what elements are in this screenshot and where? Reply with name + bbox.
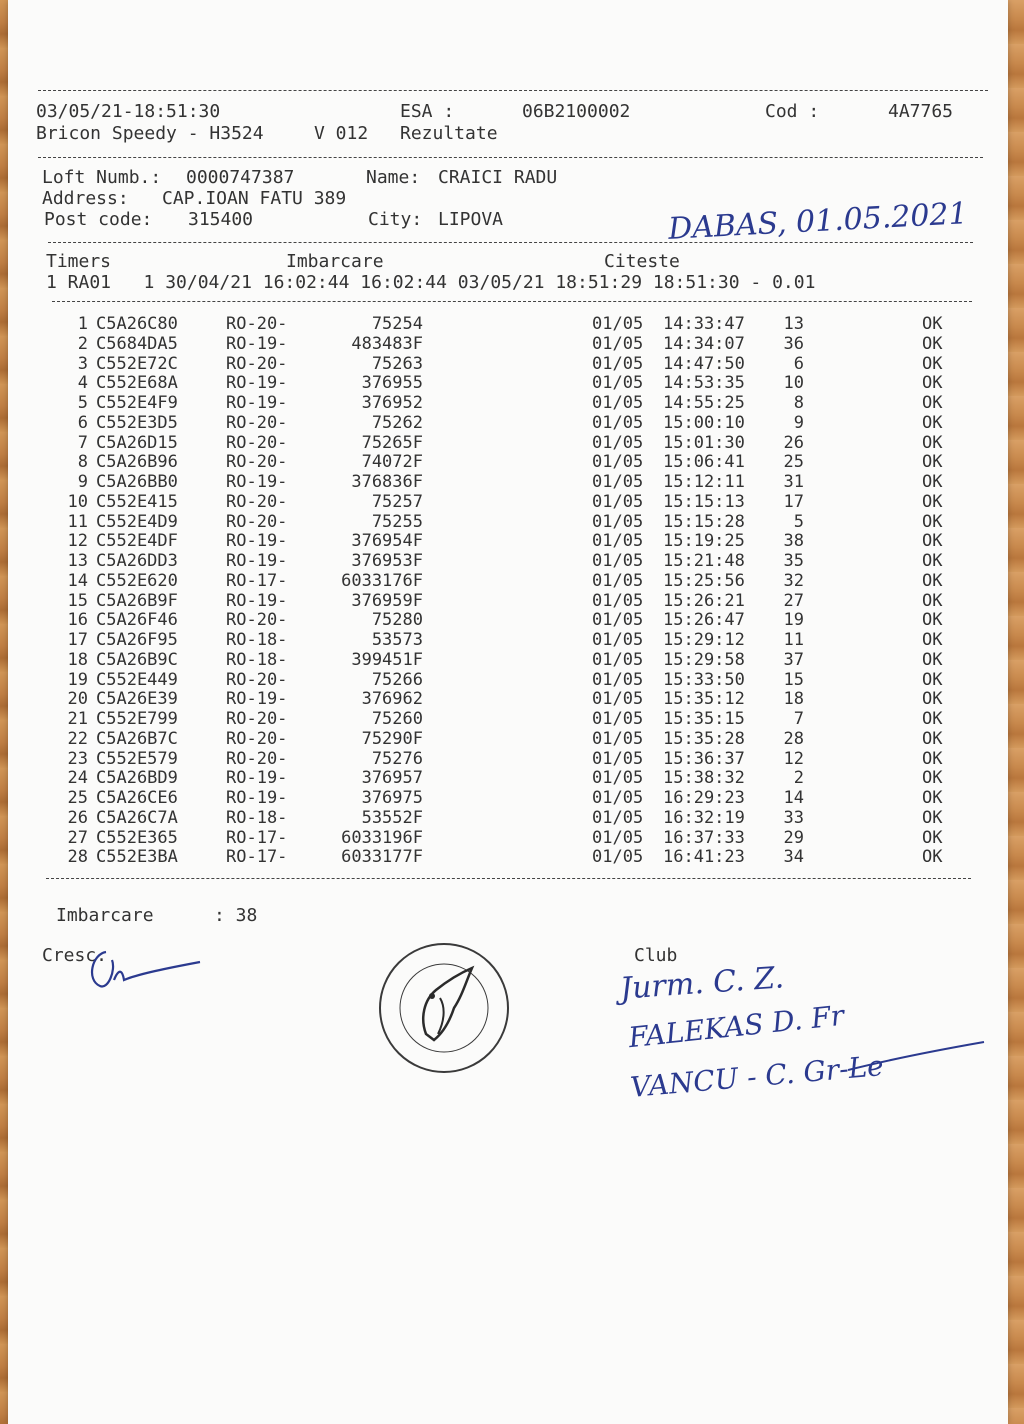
footer-club-label: Club: [634, 945, 678, 966]
row-status: OK: [922, 393, 943, 413]
row-date: 01/05: [592, 748, 644, 769]
row-date: 01/05: [592, 412, 644, 433]
row-time: 16:29:23: [663, 788, 745, 808]
timers-imbarcare-label: Imbarcare: [286, 251, 384, 272]
row-status: OK: [922, 827, 943, 848]
row-number: 3: [77, 353, 88, 374]
row-time: 15:29:12: [663, 630, 745, 650]
row-time: 15:38:32: [663, 768, 745, 789]
row-time: 14:53:35: [663, 373, 745, 394]
row-ring-number: 376954F: [351, 531, 423, 552]
row-date: 01/05: [592, 709, 644, 729]
row-number: 9: [77, 472, 88, 492]
table-row: [8, 531, 1008, 551]
row-sequence: 17: [783, 491, 804, 512]
row-time: 15:26:47: [663, 610, 745, 631]
row-sequence: 29: [783, 827, 804, 848]
table-row: [8, 689, 1008, 709]
row-ring-number: 74072F: [361, 452, 423, 473]
header-cod-value: 4A7765: [888, 101, 954, 122]
row-time: 16:37:33: [663, 827, 745, 848]
table-row: [8, 630, 1008, 650]
table-row: [8, 768, 1008, 788]
loft-name-label: Name:: [366, 167, 421, 188]
row-status: OK: [922, 728, 943, 749]
table-row: [8, 571, 1008, 591]
row-sequence: 19: [783, 610, 804, 631]
row-number: 28: [67, 847, 88, 868]
row-time: 15:21:48: [663, 551, 745, 571]
row-number: 16: [67, 610, 88, 631]
row-chip-id: C5A26B96: [96, 452, 178, 473]
row-country-year: RO-20-: [226, 491, 288, 512]
row-sequence: 18: [783, 689, 804, 710]
table-row: [8, 334, 1008, 354]
row-country-year: RO-19-: [226, 531, 288, 552]
row-country-year: RO-19-: [226, 551, 288, 571]
row-number: 5: [77, 393, 88, 413]
row-ring-number: 483483F: [351, 333, 423, 354]
loft-address-value: CAP.IOAN FATU 389: [162, 188, 347, 209]
row-number: 17: [67, 630, 88, 650]
row-ring-number: 75265F: [361, 432, 423, 453]
row-status: OK: [922, 788, 943, 808]
row-time: 14:47:50: [663, 353, 745, 374]
table-row: [8, 808, 1008, 828]
table-row: [8, 354, 1008, 374]
row-country-year: RO-20-: [226, 511, 288, 532]
row-country-year: RO-17-: [226, 827, 288, 848]
row-time: 14:33:47: [663, 314, 745, 334]
row-number: 27: [67, 827, 88, 848]
row-number: 8: [77, 452, 88, 473]
row-country-year: RO-17-: [226, 570, 288, 591]
row-status: OK: [922, 709, 943, 729]
row-time: 14:55:25: [663, 393, 745, 413]
row-time: 15:01:30: [663, 432, 745, 453]
row-number: 21: [67, 709, 88, 729]
table-row: [8, 452, 1008, 472]
row-status: OK: [922, 432, 943, 453]
table-row: [8, 591, 1008, 611]
row-sequence: 31: [783, 472, 804, 492]
row-country-year: RO-20-: [226, 353, 288, 374]
row-chip-id: C552E620: [96, 570, 178, 591]
row-chip-id: C5A26B7C: [96, 728, 178, 749]
row-date: 01/05: [592, 570, 644, 591]
row-chip-id: C5A26F46: [96, 610, 178, 631]
row-time: 15:19:25: [663, 531, 745, 552]
row-country-year: RO-19-: [226, 333, 288, 354]
row-time: 16:41:23: [663, 847, 745, 868]
row-date: 01/05: [592, 491, 644, 512]
row-sequence: 36: [783, 333, 804, 354]
row-country-year: RO-18-: [226, 807, 288, 828]
row-status: OK: [922, 373, 943, 394]
row-time: 15:29:58: [663, 649, 745, 670]
row-time: 15:35:28: [663, 728, 745, 749]
row-sequence: 5: [793, 511, 804, 532]
row-country-year: RO-17-: [226, 847, 288, 868]
row-chip-id: C5684DA5: [96, 333, 178, 354]
table-row: [8, 433, 1008, 453]
row-chip-id: C552E365: [96, 827, 178, 848]
row-number: 15: [67, 590, 88, 611]
row-ring-number: 6033196F: [341, 827, 423, 848]
row-date: 01/05: [592, 531, 644, 552]
row-ring-number: 75260: [371, 709, 423, 729]
row-sequence: 38: [783, 531, 804, 552]
row-date: 01/05: [592, 393, 644, 413]
row-chip-id: C5A26E39: [96, 689, 178, 710]
row-sequence: 2: [793, 768, 804, 789]
row-date: 01/05: [592, 333, 644, 354]
row-status: OK: [922, 551, 943, 571]
row-country-year: RO-20-: [226, 728, 288, 749]
row-ring-number: 75254: [371, 314, 423, 334]
row-country-year: RO-20-: [226, 610, 288, 631]
row-sequence: 32: [783, 570, 804, 591]
table-row: [8, 610, 1008, 630]
row-number: 6: [77, 412, 88, 433]
row-chip-id: C552E3BA: [96, 847, 178, 868]
table-row: [8, 670, 1008, 690]
row-ring-number: 6033177F: [341, 847, 423, 868]
row-chip-id: C5A26B9C: [96, 649, 178, 670]
row-number: 11: [67, 511, 88, 532]
row-sequence: 27: [783, 590, 804, 611]
row-number: 13: [67, 551, 88, 571]
row-country-year: RO-20-: [226, 314, 288, 334]
row-status: OK: [922, 807, 943, 828]
row-number: 24: [67, 768, 88, 789]
row-sequence: 9: [793, 412, 804, 433]
table-row: [8, 650, 1008, 670]
table-row: [8, 373, 1008, 393]
row-status: OK: [922, 669, 943, 690]
row-chip-id: C552E4DF: [96, 531, 178, 552]
row-ring-number: 376959F: [351, 590, 423, 611]
row-number: 23: [67, 748, 88, 769]
row-sequence: 6: [793, 353, 804, 374]
timers-label: Timers: [46, 251, 112, 272]
timers-line: 1 RA01 1 30/04/21 16:02:44 16:02:44 03/05/21 18:51:29 18:51:30 - 0.01: [46, 272, 816, 293]
row-sequence: 13: [783, 314, 804, 334]
separator-table-end: [46, 878, 971, 879]
row-sequence: 28: [783, 728, 804, 749]
row-status: OK: [922, 610, 943, 631]
row-sequence: 15: [783, 669, 804, 690]
club-signature-2: FALEKAS D. Fr: [626, 998, 846, 1055]
row-sequence: 37: [783, 649, 804, 670]
row-chip-id: C552E415: [96, 491, 178, 512]
row-time: 15:06:41: [663, 452, 745, 473]
row-status: OK: [922, 333, 943, 354]
row-country-year: RO-19-: [226, 590, 288, 611]
header-device: Bricon Speedy - H3524: [36, 123, 264, 144]
row-ring-number: 75255: [371, 511, 423, 532]
row-time: 15:35:15: [663, 709, 745, 729]
row-ring-number: 376952: [361, 393, 423, 413]
row-status: OK: [922, 689, 943, 710]
separator-header: [38, 157, 983, 158]
row-date: 01/05: [592, 807, 644, 828]
row-ring-number: 399451F: [351, 649, 423, 670]
loft-address-label: Address:: [42, 188, 129, 209]
row-status: OK: [922, 847, 943, 868]
row-time: 15:33:50: [663, 669, 745, 690]
row-ring-number: 6033176F: [341, 570, 423, 591]
row-time: 16:32:19: [663, 807, 745, 828]
row-chip-id: C5A26CE6: [96, 788, 178, 808]
row-status: OK: [922, 353, 943, 374]
row-number: 19: [67, 669, 88, 690]
row-country-year: RO-19-: [226, 788, 288, 808]
row-status: OK: [922, 570, 943, 591]
row-ring-number: 53552F: [361, 807, 423, 828]
footer-imbarcare-label: Imbarcare: [56, 905, 154, 926]
row-number: 10: [67, 491, 88, 512]
row-sequence: 14: [783, 788, 804, 808]
row-date: 01/05: [592, 472, 644, 492]
row-ring-number: 376957: [361, 768, 423, 789]
table-row: [8, 788, 1008, 808]
row-chip-id: C5A26BB0: [96, 472, 178, 492]
header-cod-label: Cod :: [765, 101, 820, 122]
club-signature-3: VANCU - C. Gr-Le: [629, 1048, 885, 1105]
row-date: 01/05: [592, 728, 644, 749]
row-sequence: 26: [783, 432, 804, 453]
timers-citeste-label: Citeste: [604, 251, 680, 272]
loft-city-label: City:: [368, 209, 423, 230]
row-country-year: RO-20-: [226, 432, 288, 453]
row-status: OK: [922, 649, 943, 670]
table-row: [8, 314, 1008, 334]
row-date: 01/05: [592, 551, 644, 571]
row-ring-number: 75290F: [361, 728, 423, 749]
loft-name-value: CRAICI RADU: [438, 167, 558, 188]
cresc-signature-icon: [78, 940, 208, 1000]
header-report: Rezultate: [400, 123, 498, 144]
row-ring-number: 376836F: [351, 472, 423, 492]
row-chip-id: C5A26F95: [96, 630, 178, 650]
row-ring-number: 53573: [371, 630, 423, 650]
row-chip-id: C552E72C: [96, 353, 178, 374]
row-status: OK: [922, 630, 943, 650]
row-date: 01/05: [592, 649, 644, 670]
row-country-year: RO-19-: [226, 472, 288, 492]
row-sequence: 35: [783, 551, 804, 571]
row-country-year: RO-20-: [226, 452, 288, 473]
row-time: 15:25:56: [663, 570, 745, 591]
separator-top: [38, 90, 988, 91]
header-datetime: 03/05/21-18:51:30: [36, 101, 221, 122]
table-row: [8, 828, 1008, 848]
row-status: OK: [922, 768, 943, 789]
row-ring-number: 376962: [361, 689, 423, 710]
table-row: [8, 393, 1008, 413]
row-country-year: RO-18-: [226, 630, 288, 650]
row-time: 15:26:21: [663, 590, 745, 611]
table-row: [8, 847, 1008, 867]
row-number: 12: [67, 531, 88, 552]
row-status: OK: [922, 590, 943, 611]
table-row: [8, 413, 1008, 433]
handwritten-date-note: DABAS, 01.05.2021: [667, 196, 969, 247]
row-time: 15:15:13: [663, 491, 745, 512]
row-number: 4: [77, 373, 88, 394]
table-row: [8, 709, 1008, 729]
row-time: 15:12:11: [663, 472, 745, 492]
row-time: 14:34:07: [663, 333, 745, 354]
row-number: 2: [77, 333, 88, 354]
row-ring-number: 376955: [361, 373, 423, 394]
row-status: OK: [922, 472, 943, 492]
row-date: 01/05: [592, 827, 644, 848]
club-signature-1: Jurm. C. Z.: [618, 960, 786, 1007]
row-number: 18: [67, 649, 88, 670]
row-chip-id: C5A26C80: [96, 314, 178, 334]
row-chip-id: C552E4F9: [96, 393, 178, 413]
row-date: 01/05: [592, 788, 644, 808]
row-number: 25: [67, 788, 88, 808]
table-row: [8, 749, 1008, 769]
row-sequence: 25: [783, 452, 804, 473]
row-time: 15:15:28: [663, 511, 745, 532]
row-date: 01/05: [592, 768, 644, 789]
row-country-year: RO-20-: [226, 669, 288, 690]
row-chip-id: C5A26D15: [96, 432, 178, 453]
row-sequence: 10: [783, 373, 804, 394]
receipt-paper: [8, 0, 1008, 1424]
row-date: 01/05: [592, 689, 644, 710]
row-status: OK: [922, 412, 943, 433]
footer-imbarcare-value: : 38: [214, 905, 258, 926]
row-chip-id: C552E579: [96, 748, 178, 769]
signature-stroke-icon: [848, 1030, 988, 1080]
row-number: 26: [67, 807, 88, 828]
row-sequence: 12: [783, 748, 804, 769]
row-country-year: RO-19-: [226, 689, 288, 710]
loft-city-value: LIPOVA: [438, 209, 504, 230]
row-country-year: RO-20-: [226, 412, 288, 433]
row-date: 01/05: [592, 847, 644, 868]
loft-numb-value: 0000747387: [186, 167, 295, 188]
row-status: OK: [922, 531, 943, 552]
row-number: 7: [77, 432, 88, 453]
row-chip-id: C552E4D9: [96, 511, 178, 532]
row-status: OK: [922, 748, 943, 769]
header-esa-label: ESA :: [400, 101, 455, 122]
loft-postcode-label: Post code:: [44, 209, 153, 230]
table-row: [8, 512, 1008, 532]
table-row: [8, 492, 1008, 512]
row-date: 01/05: [592, 590, 644, 611]
row-time: 15:36:37: [663, 748, 745, 769]
row-date: 01/05: [592, 452, 644, 473]
separator-timers: [52, 301, 972, 302]
row-time: 15:00:10: [663, 412, 745, 433]
row-date: 01/05: [592, 511, 644, 532]
row-sequence: 34: [783, 847, 804, 868]
row-ring-number: 376953F: [351, 551, 423, 571]
row-date: 01/05: [592, 669, 644, 690]
row-chip-id: C552E3D5: [96, 412, 178, 433]
row-number: 14: [67, 570, 88, 591]
row-date: 01/05: [592, 314, 644, 334]
row-ring-number: 75262: [371, 412, 423, 433]
row-date: 01/05: [592, 432, 644, 453]
row-country-year: RO-19-: [226, 393, 288, 413]
row-ring-number: 376975: [361, 788, 423, 808]
row-chip-id: C552E68A: [96, 373, 178, 394]
loft-numb-label: Loft Numb.:: [42, 167, 162, 188]
row-sequence: 11: [783, 630, 804, 650]
row-number: 22: [67, 728, 88, 749]
row-chip-id: C5A26C7A: [96, 807, 178, 828]
row-number: 1: [77, 314, 88, 334]
row-ring-number: 75266: [371, 669, 423, 690]
row-sequence: 7: [793, 709, 804, 729]
club-stamp-icon: [374, 938, 514, 1078]
row-date: 01/05: [592, 630, 644, 650]
row-time: 15:35:12: [663, 689, 745, 710]
header-version: V 012: [314, 123, 369, 144]
row-country-year: RO-20-: [226, 748, 288, 769]
row-country-year: RO-18-: [226, 649, 288, 670]
table-row: [8, 472, 1008, 492]
table-row: [8, 551, 1008, 571]
row-date: 01/05: [592, 353, 644, 374]
row-date: 01/05: [592, 610, 644, 631]
separator-loft: [48, 242, 973, 243]
row-status: OK: [922, 314, 943, 334]
row-status: OK: [922, 452, 943, 473]
row-country-year: RO-20-: [226, 709, 288, 729]
footer-cresc-label: Cresc.: [42, 945, 108, 966]
row-number: 20: [67, 689, 88, 710]
row-date: 01/05: [592, 373, 644, 394]
row-chip-id: C5A26BD9: [96, 768, 178, 789]
row-country-year: RO-19-: [226, 373, 288, 394]
row-sequence: 8: [793, 393, 804, 413]
loft-postcode-value: 315400: [188, 209, 254, 230]
row-ring-number: 75257: [371, 491, 423, 512]
row-status: OK: [922, 511, 943, 532]
row-ring-number: 75280: [371, 610, 423, 631]
row-country-year: RO-19-: [226, 768, 288, 789]
header-esa-value: 06B2100002: [522, 101, 631, 122]
row-ring-number: 75276: [371, 748, 423, 769]
row-sequence: 33: [783, 807, 804, 828]
row-chip-id: C552E449: [96, 669, 178, 690]
row-chip-id: C552E799: [96, 709, 178, 729]
stamp-text: [438, 946, 440, 948]
row-ring-number: 75263: [371, 353, 423, 374]
row-status: OK: [922, 491, 943, 512]
row-chip-id: C5A26B9F: [96, 590, 178, 611]
row-chip-id: C5A26DD3: [96, 551, 178, 571]
table-row: [8, 729, 1008, 749]
